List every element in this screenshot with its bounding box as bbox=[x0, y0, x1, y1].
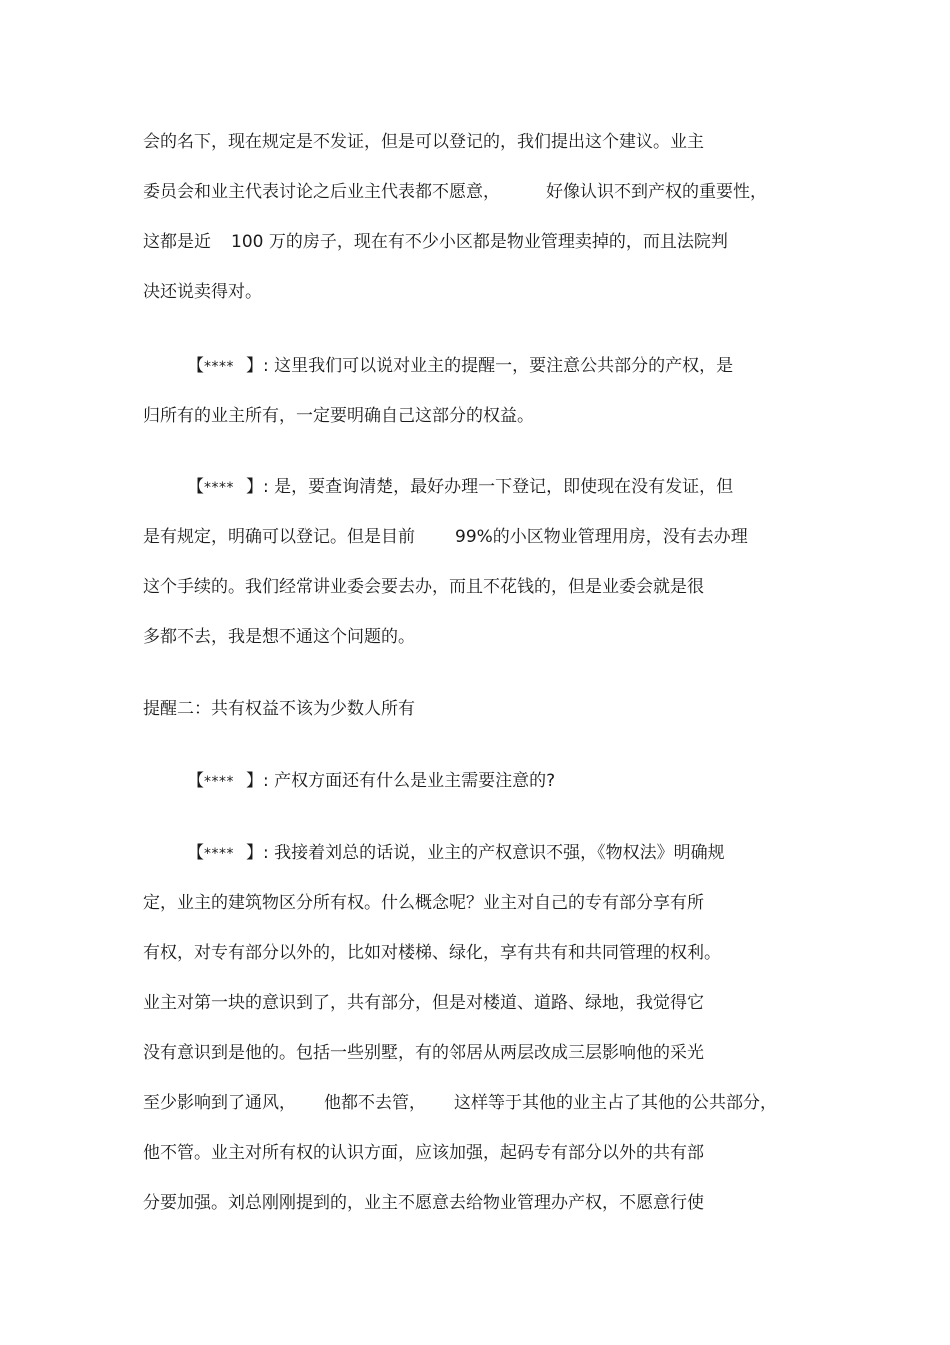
text-line bbox=[143, 942, 721, 964]
text-line bbox=[143, 131, 704, 153]
text-line bbox=[143, 892, 704, 914]
text-line bbox=[143, 231, 728, 253]
bracket: 【 bbox=[187, 477, 204, 497]
bracket: 】 bbox=[246, 477, 263, 497]
text: 100 万的房子，现在有不少小区都是物业管理卖掉的，而且法院判 bbox=[231, 232, 728, 252]
speaker-name: **** bbox=[204, 774, 234, 790]
heading-text: 提醒二：共有权益不该为少数人所有 bbox=[143, 699, 415, 719]
text: 他不管。业主对所有权的认识方面，应该加强，起码专有部分以外的共有部 bbox=[143, 1143, 704, 1163]
section-heading bbox=[143, 698, 415, 720]
bracket: 【 bbox=[187, 843, 204, 863]
text: 分要加强。刘总刚刚提到的，业主不愿意去给物业管理办产权，不愿意行使 bbox=[143, 1193, 704, 1213]
text-line bbox=[143, 1042, 704, 1064]
text-line bbox=[143, 992, 704, 1014]
text: 业主对第一块的意识到了，共有部分，但是对楼道、道路、绿地，我觉得它 bbox=[143, 993, 704, 1013]
text: 委员会和业主代表讨论之后业主代表都不愿意， bbox=[143, 182, 500, 202]
text-line bbox=[143, 1092, 777, 1114]
text: 多都不去，我是想不通这个问题的。 bbox=[143, 627, 415, 647]
text: 是有规定，明确可以登记。但是目前 bbox=[143, 527, 415, 547]
bracket: 】 bbox=[246, 771, 263, 791]
text: 好像认识不到产权的重要性， bbox=[546, 182, 767, 202]
speaker-name: **** bbox=[204, 480, 234, 496]
text: 他都不去管， bbox=[324, 1093, 426, 1113]
text-line bbox=[143, 526, 748, 548]
text-line bbox=[143, 576, 704, 598]
text-line bbox=[143, 181, 767, 203]
text: 这都是近 bbox=[143, 232, 211, 252]
text-line bbox=[143, 1142, 704, 1164]
speaker-name: **** bbox=[204, 846, 234, 862]
text: 99%的小区物业管理用房，没有去办理 bbox=[455, 527, 748, 547]
text: 定，业主的建筑物区分所有权。什么概念呢？业主对自己的专有部分享有所 bbox=[143, 893, 704, 913]
speaker-name: **** bbox=[204, 359, 234, 375]
bracket: 【 bbox=[187, 356, 204, 376]
text-line bbox=[143, 281, 262, 303]
text: 决还说卖得对。 bbox=[143, 282, 262, 302]
text: : 我接着刘总的话说，业主的产权意识不强，《物权法》明确规 bbox=[263, 843, 725, 863]
speaker-line bbox=[187, 770, 555, 793]
bracket: 【 bbox=[187, 771, 204, 791]
speaker-line bbox=[187, 842, 725, 865]
text: : 是，要查询清楚，最好办理一下登记，即使现在没有发证，但 bbox=[263, 477, 734, 497]
speaker-line bbox=[187, 476, 733, 499]
text: 没有意识到是他的。包括一些别墅，有的邻居从两层改成三层影响他的采光 bbox=[143, 1043, 704, 1063]
speaker-line bbox=[187, 355, 733, 378]
text-line bbox=[143, 626, 415, 648]
text-line bbox=[143, 1192, 704, 1214]
bracket: 】 bbox=[246, 356, 263, 376]
text: 这样等于其他的业主占了其他的公共部分， bbox=[454, 1093, 777, 1113]
bracket: 】 bbox=[246, 843, 263, 863]
text: : 这里我们可以说对业主的提醒一，要注意公共部分的产权，是 bbox=[263, 356, 734, 376]
text: 有权，对专有部分以外的，比如对楼梯、绿化，享有共有和共同管理的权利。 bbox=[143, 943, 721, 963]
text: : 产权方面还有什么是业主需要注意的? bbox=[263, 771, 556, 791]
text-line bbox=[143, 405, 534, 427]
text: 归所有的业主所有，一定要明确自己这部分的权益。 bbox=[143, 406, 534, 426]
text: 至少影响到了通风， bbox=[143, 1093, 296, 1113]
text: 这个手续的。我们经常讲业委会要去办，而且不花钱的，但是业委会就是很 bbox=[143, 577, 704, 597]
text: 会的名下，现在规定是不发证，但是可以登记的，我们提出这个建议。业主 bbox=[143, 132, 704, 152]
